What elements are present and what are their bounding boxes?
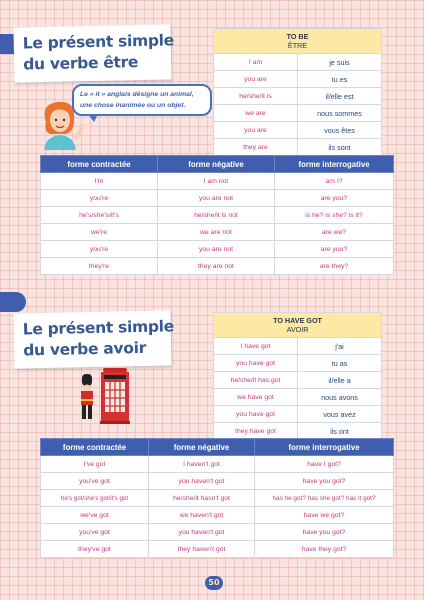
table-row bbox=[214, 88, 382, 105]
table-cell: il/elle a bbox=[298, 372, 382, 389]
table-cell: nous sommes bbox=[298, 105, 382, 122]
table-cell: we have got bbox=[214, 389, 298, 406]
table-cell: they've got bbox=[41, 541, 149, 558]
section2-tab-decoration bbox=[0, 292, 26, 312]
section1-title bbox=[13, 24, 175, 82]
table-cell: I haven't got bbox=[149, 456, 255, 473]
to-be-forms-table bbox=[40, 155, 394, 275]
table-cell: we've got bbox=[41, 507, 149, 524]
to-have-got-header-fr: AVOIR bbox=[286, 325, 309, 334]
table-header-row bbox=[41, 156, 394, 173]
table-row bbox=[41, 473, 394, 490]
table-cell: have we got? bbox=[255, 507, 394, 524]
table-cell: you have got bbox=[214, 355, 298, 372]
column-header: forme négative bbox=[149, 439, 255, 456]
table-cell: j'ai bbox=[298, 338, 382, 355]
table-cell: we are bbox=[214, 105, 298, 122]
table-cell: you haven't got bbox=[149, 473, 255, 490]
table-row bbox=[214, 423, 382, 440]
table-row bbox=[41, 258, 394, 275]
table-row bbox=[41, 241, 394, 258]
table-cell: tu es bbox=[298, 71, 382, 88]
table-row bbox=[214, 389, 382, 406]
to-have-got-forms-table bbox=[40, 438, 394, 558]
section2-title-line1: Le présent simple bbox=[22, 317, 175, 339]
table-row bbox=[214, 139, 382, 156]
to-be-table-header bbox=[214, 29, 382, 54]
table-cell: are you? bbox=[275, 241, 394, 258]
table-row bbox=[41, 190, 394, 207]
table-cell: I'm bbox=[41, 173, 158, 190]
column-header: forme interrogative bbox=[255, 439, 394, 456]
to-be-conjugation-table bbox=[213, 28, 382, 156]
table-cell: vous avez bbox=[298, 406, 382, 423]
table-cell: have they got? bbox=[255, 541, 394, 558]
section1-title-line1: Le présent simple bbox=[22, 31, 175, 53]
section2-title-line2: du verbe avoir bbox=[23, 338, 147, 360]
table-cell: you're bbox=[41, 241, 158, 258]
table-cell: you haven't got bbox=[149, 524, 255, 541]
table-cell: he's/she's/it's bbox=[41, 207, 158, 224]
table-cell: he/she/it is not bbox=[158, 207, 275, 224]
table-cell: have I got? bbox=[255, 456, 394, 473]
table-row bbox=[41, 224, 394, 241]
column-header: forme contractée bbox=[41, 439, 149, 456]
table-cell: I've got bbox=[41, 456, 149, 473]
column-header: forme négative bbox=[158, 156, 275, 173]
table-cell: is he? is she? is it? bbox=[275, 207, 394, 224]
table-cell: ils sont bbox=[298, 139, 382, 156]
table-cell: you have got bbox=[214, 406, 298, 423]
table-cell: you are bbox=[214, 71, 298, 88]
table-cell: we haven't got bbox=[149, 507, 255, 524]
table-cell: ils ont bbox=[298, 423, 382, 440]
table-row bbox=[41, 524, 394, 541]
phone-box-icon bbox=[100, 366, 130, 424]
table-cell: he's got/she's got/it's got bbox=[41, 490, 149, 507]
table-cell: I am not bbox=[158, 173, 275, 190]
table-row bbox=[214, 105, 382, 122]
table-cell: I have got bbox=[214, 338, 298, 355]
table-cell: they haven't got bbox=[149, 541, 255, 558]
table-cell: he/she/it is bbox=[214, 88, 298, 105]
table-row bbox=[214, 372, 382, 389]
table-cell: we're bbox=[41, 224, 158, 241]
column-header: forme contractée bbox=[41, 156, 158, 173]
table-header-row bbox=[41, 439, 394, 456]
table-cell: are they? bbox=[275, 258, 394, 275]
royal-guard-icon bbox=[76, 374, 98, 420]
table-cell: vous êtes bbox=[298, 122, 382, 139]
table-cell: have you got? bbox=[255, 524, 394, 541]
table-cell: they are bbox=[214, 139, 298, 156]
table-cell: they are not bbox=[158, 258, 275, 275]
table-row bbox=[41, 207, 394, 224]
table-cell: he/she/it hasn't got bbox=[149, 490, 255, 507]
to-be-header-fr: ÊTRE bbox=[287, 41, 308, 50]
table-row bbox=[214, 54, 382, 71]
table-row bbox=[214, 122, 382, 139]
table-cell: you're bbox=[41, 190, 158, 207]
table-row bbox=[214, 355, 382, 372]
table-cell: are we? bbox=[275, 224, 394, 241]
table-cell: they have got bbox=[214, 423, 298, 440]
table-row bbox=[41, 456, 394, 473]
table-cell: il/elle est bbox=[298, 88, 382, 105]
table-cell: you are bbox=[214, 122, 298, 139]
table-cell: you've got bbox=[41, 524, 149, 541]
table-cell: nous avons bbox=[298, 389, 382, 406]
bubble-tail bbox=[88, 114, 98, 122]
table-cell: am I? bbox=[275, 173, 394, 190]
section2-title bbox=[13, 310, 175, 368]
table-row bbox=[214, 338, 382, 355]
table-cell: has he got? has she got? has it got? bbox=[255, 490, 394, 507]
table-cell: je suis bbox=[298, 54, 382, 71]
page-number: 50 bbox=[205, 576, 223, 590]
table-row bbox=[41, 490, 394, 507]
table-row bbox=[41, 507, 394, 524]
table-cell: you've got bbox=[41, 473, 149, 490]
table-cell: they're bbox=[41, 258, 158, 275]
table-cell: are you? bbox=[275, 190, 394, 207]
table-cell: you are not bbox=[158, 190, 275, 207]
to-have-got-header-en: TO HAVE GOT bbox=[273, 316, 322, 325]
table-row bbox=[214, 71, 382, 88]
table-row bbox=[214, 406, 382, 423]
column-header: forme interrogative bbox=[275, 156, 394, 173]
table-row bbox=[41, 173, 394, 190]
section1-title-line2: du verbe être bbox=[23, 53, 139, 74]
it-explanation-bubble: Le « it » anglais désigne un animal, une chose inanimée ou un objet. bbox=[72, 84, 212, 116]
to-have-got-conjugation-table bbox=[213, 312, 382, 440]
table-cell: I am bbox=[214, 54, 298, 71]
table-cell: we are not bbox=[158, 224, 275, 241]
table-cell: he/she/it has got bbox=[214, 372, 298, 389]
table-cell: tu as bbox=[298, 355, 382, 372]
to-have-got-table-header bbox=[214, 313, 382, 338]
table-cell: you are not bbox=[158, 241, 275, 258]
to-be-header-en: TO BE bbox=[286, 32, 309, 41]
table-row bbox=[41, 541, 394, 558]
table-cell: have you got? bbox=[255, 473, 394, 490]
